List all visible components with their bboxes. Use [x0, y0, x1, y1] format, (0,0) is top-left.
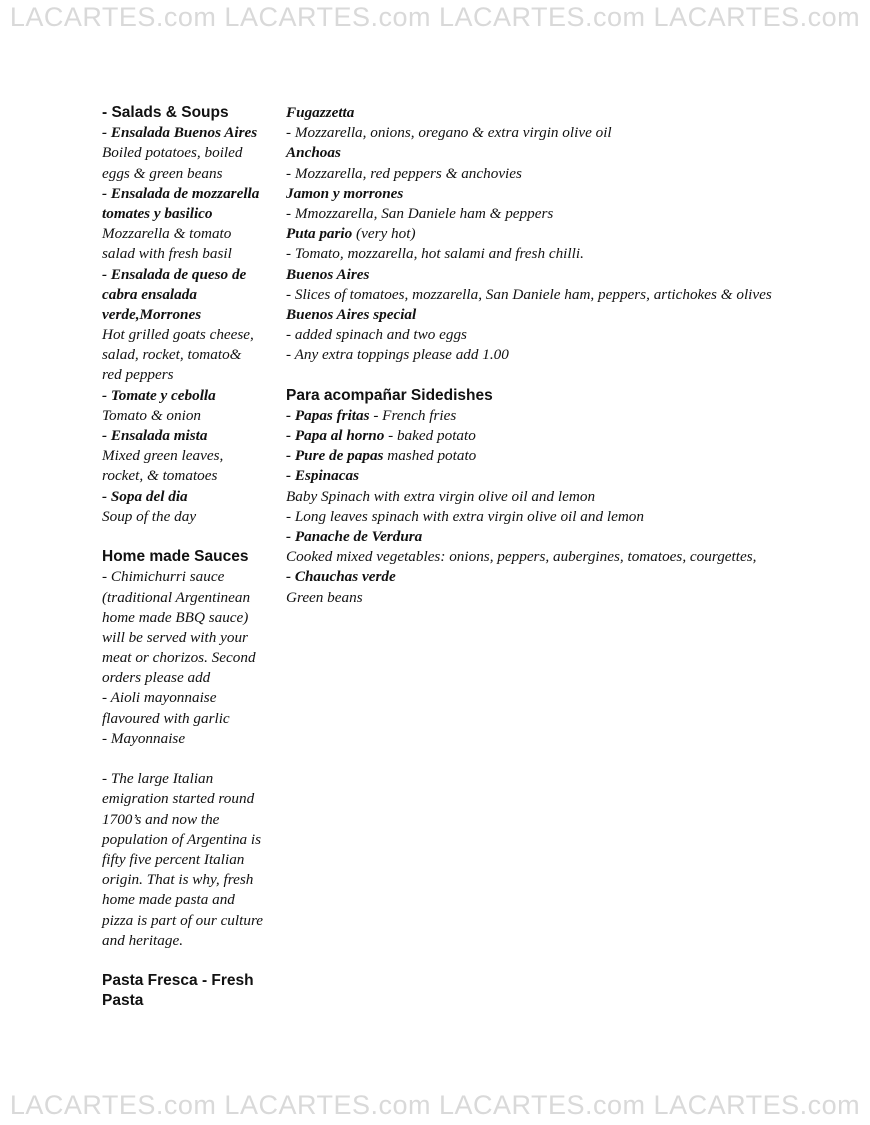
item-ensalada-queso-cabra: - Ensalada de queso de: [102, 265, 247, 283]
side-papa-al-horno: [286, 426, 866, 446]
side-description: mashed potato: [383, 447, 477, 465]
note-line: pizza is part of our culture: [102, 911, 264, 929]
item-ensalada-buenos-aires: - Ensalada Buenos Aires: [102, 124, 258, 142]
note-line: home made pasta and: [102, 891, 235, 909]
sauce-line: orders please add: [102, 669, 211, 687]
note-line: population of Argentina is: [102, 830, 262, 848]
pizza-buenos-aires: Buenos Aires: [286, 265, 370, 283]
pasta-heading: Pasta: [102, 992, 144, 1010]
note-line: fifty five percent Italian: [102, 850, 245, 868]
pizza-description: - added spinach and two eggs: [286, 326, 467, 344]
pizza-description: - Mozzarella, red peppers & anchovies: [286, 164, 522, 182]
sauce-line: flavoured with garlic: [102, 709, 230, 727]
side-papas-fritas: [286, 406, 866, 426]
left-column: [102, 103, 284, 1011]
item-ensalada-mista: - Ensalada mista: [102, 427, 208, 444]
side-description: - French fries: [369, 406, 457, 424]
sauce-line: - Aioli mayonnaise: [102, 689, 217, 707]
sauce-line: meat or chorizos. Second: [102, 649, 256, 667]
side-espinacas: - Espinacas: [286, 467, 359, 485]
sauce-line: - Mayonnaise: [102, 729, 186, 747]
note-line: - The large Italian: [102, 770, 214, 788]
item-description: red peppers: [102, 366, 174, 384]
pizza-description: - Slices of tomatoes, mozzarella, San Daniele ham, peppers, artichokes & olives: [286, 285, 772, 303]
side-pure-de-papas: [286, 446, 866, 466]
right-column: [286, 103, 866, 608]
side-description: - baked potato: [384, 427, 476, 444]
item-description: Boiled potatoes, boiled: [102, 144, 243, 162]
side-name: - Papas fritas: [286, 406, 370, 424]
pizza-description: - Mmozzarella, San Daniele ham & peppers: [286, 204, 554, 222]
pizza-jamon-morrones: Jamon y morrones: [286, 184, 404, 202]
item-description: Soup of the day: [102, 507, 197, 525]
item-description: Tomato & onion: [102, 406, 202, 424]
pizza-fugazzetta: Fugazzetta: [286, 104, 355, 121]
pizza-anchoas: Anchoas: [286, 144, 341, 162]
watermark-top: LACARTES.com LACARTES.com LACARTES.com LACARTES.com: [9, 2, 861, 32]
pizza-description: - Any extra toppings please add 1.00: [286, 346, 509, 364]
side-description: Baby Spinach with extra virgin olive oil and lemon: [286, 487, 596, 505]
side-chauchas-verde: - Chauchas verde: [286, 568, 396, 586]
note-line: and heritage.: [102, 931, 183, 949]
sauce-line: - Chimichurri sauce: [102, 568, 225, 586]
pizza-puta-pario: [286, 224, 866, 244]
item-description: rocket, & tomatoes: [102, 467, 218, 485]
item-tomate-cebolla: - Tomate y cebolla: [102, 386, 216, 404]
pizza-buenos-aires-special: Buenos Aires special: [286, 305, 417, 323]
sauce-line: home made BBQ sauce): [102, 608, 249, 626]
pizza-description: - Tomato, mozzarella, hot salami and fresh chilli.: [286, 245, 584, 263]
side-description: Cooked mixed vegetables: onions, peppers, aubergines, tomatoes, courgettes,: [286, 548, 757, 566]
item-ensalada-queso-cabra: cabra ensalada: [102, 285, 197, 303]
sauces-heading: Home made Sauces: [102, 548, 249, 566]
side-name: - Papa al horno: [286, 427, 385, 444]
note-line: emigration started round: [102, 790, 255, 808]
item-description: Hot grilled goats cheese,: [102, 326, 254, 344]
item-sopa-del-dia: - Sopa del dia: [102, 487, 188, 505]
item-description: Mozzarella & tomato: [102, 225, 232, 243]
sauce-line: (traditional Argentinean: [102, 588, 251, 606]
pasta-heading: Pasta Fresca - Fresh: [102, 972, 254, 990]
pizza-note: (very hot): [352, 225, 416, 243]
item-description: eggs & green beans: [102, 164, 223, 182]
item-description: Mixed green leaves,: [102, 447, 224, 465]
sides-heading: Para acompañar Sidedishes: [286, 386, 493, 404]
side-description: - Long leaves spinach with extra virgin olive oil and lemon: [286, 507, 644, 525]
side-name: - Pure de papas: [286, 447, 384, 465]
side-panache-de-verdura: - Panache de Verdura: [286, 527, 423, 545]
item-ensalada-mozzarella: tomates y basilico: [102, 204, 213, 222]
sauce-line: will be served with your: [102, 628, 248, 646]
item-ensalada-queso-cabra: verde,Morrones: [102, 305, 202, 323]
item-description: salad with fresh basil: [102, 245, 232, 263]
salads-heading: - Salads & Soups: [102, 104, 229, 121]
note-line: 1700’s and now the: [102, 810, 220, 828]
pizza-description: - Mozzarella, onions, oregano & extra virgin olive oil: [286, 124, 612, 142]
pizza-name: Puta pario: [286, 225, 353, 243]
item-ensalada-mozzarella: - Ensalada de mozzarella: [102, 184, 260, 202]
watermark-bottom: LACARTES.com LACARTES.com LACARTES.com LACARTES.com: [9, 1090, 861, 1120]
item-description: salad, rocket, tomato&: [102, 346, 242, 364]
side-description: Green beans: [286, 588, 363, 606]
note-line: origin. That is why, fresh: [102, 871, 254, 889]
